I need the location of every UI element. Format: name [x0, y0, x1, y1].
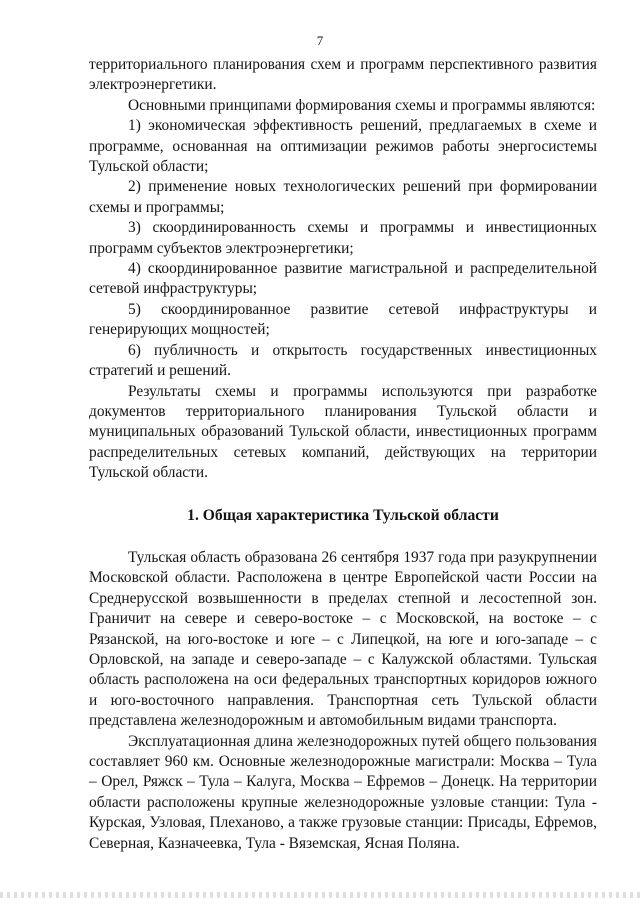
list-item-principle-5: 5) скоординированное развитие сетевой инфраструктуры и генерирующих мощностей;: [89, 300, 597, 339]
scan-artifact-line: [0, 892, 640, 898]
list-item-principle-6: 6) публичность и открытость государственных инвестиционных стратегий и решений.: [89, 341, 597, 380]
paragraph-principles-intro: Основными принципами формирования схемы и программы являются:: [128, 96, 596, 114]
document-body: [89, 55, 597, 854]
list-item-principle-1: 1) экономическая эффективность решений, предлагаемых в схеме и программе, основанная на оптимизации режимов работы энергосистемы Тульской области;: [89, 117, 597, 176]
page-number: 7: [316, 33, 324, 48]
list-item-principle-3: 3) скоординированность схемы и программы и инвестиционных программ субъектов электроэнергетики;: [89, 219, 597, 257]
list-item-principle-2: 2) применение новых технологических решений при формировании схемы и программы;: [89, 178, 597, 216]
paragraph-results-usage: Результаты схемы и программы используются при разработке документов территориального планирования Тульской области и муниципальных образований Тульской области, инвестиционных программ распределительных сетевых компаний, действующих на территории Тульской области.: [89, 382, 597, 482]
paragraph-railways: Эксплуатационная длина железнодорожных путей общего пользования составляет 960 км. Основные железнодорожные магистрали: Москва – Тула – Орел, Ряжск – Тула – Калуга, Москва – Ефремов – Донецк. На территории области расположены крупные железнодорожные узловые станции: Тула - Курская, Узловая, Плехановo, а также грузовые станции: Присады, Ефремов, Северная, Казначеевка, Тула - Вяземская, Ясная Поляна.: [89, 732, 597, 852]
paragraph-continuation: территориального планирования схем и программ перспективного развития электроэнергетики.: [89, 56, 597, 94]
list-item-principle-4: 4) скоординированное развитие магистральной и распределительной сетевой инфраструктуры;: [89, 260, 597, 298]
section-heading: 1. Общая характеристика Тульской области: [187, 506, 499, 524]
paragraph-region-overview: Тульская область образована 26 сентября 1937 года при разукрупнении Московской области. Расположена в центре Европейской части России на Среднерусской возвышенности в пределах степной и лесостепной зон. Граничит на севере и северо-востоке – с Московской, на востоке – с Рязанской, на юго-востоке и юге – с Липецкой, на юге и юго-западе – с Орловской, на западе и северо-западе – с Калужской областями. Тульская область расположена на оси федеральных транспортных коридоров южного и юго-восточного направления. Транспортная сеть Тульской области представлена железнодорожным и автомобильным видами транспорта.: [89, 548, 597, 730]
